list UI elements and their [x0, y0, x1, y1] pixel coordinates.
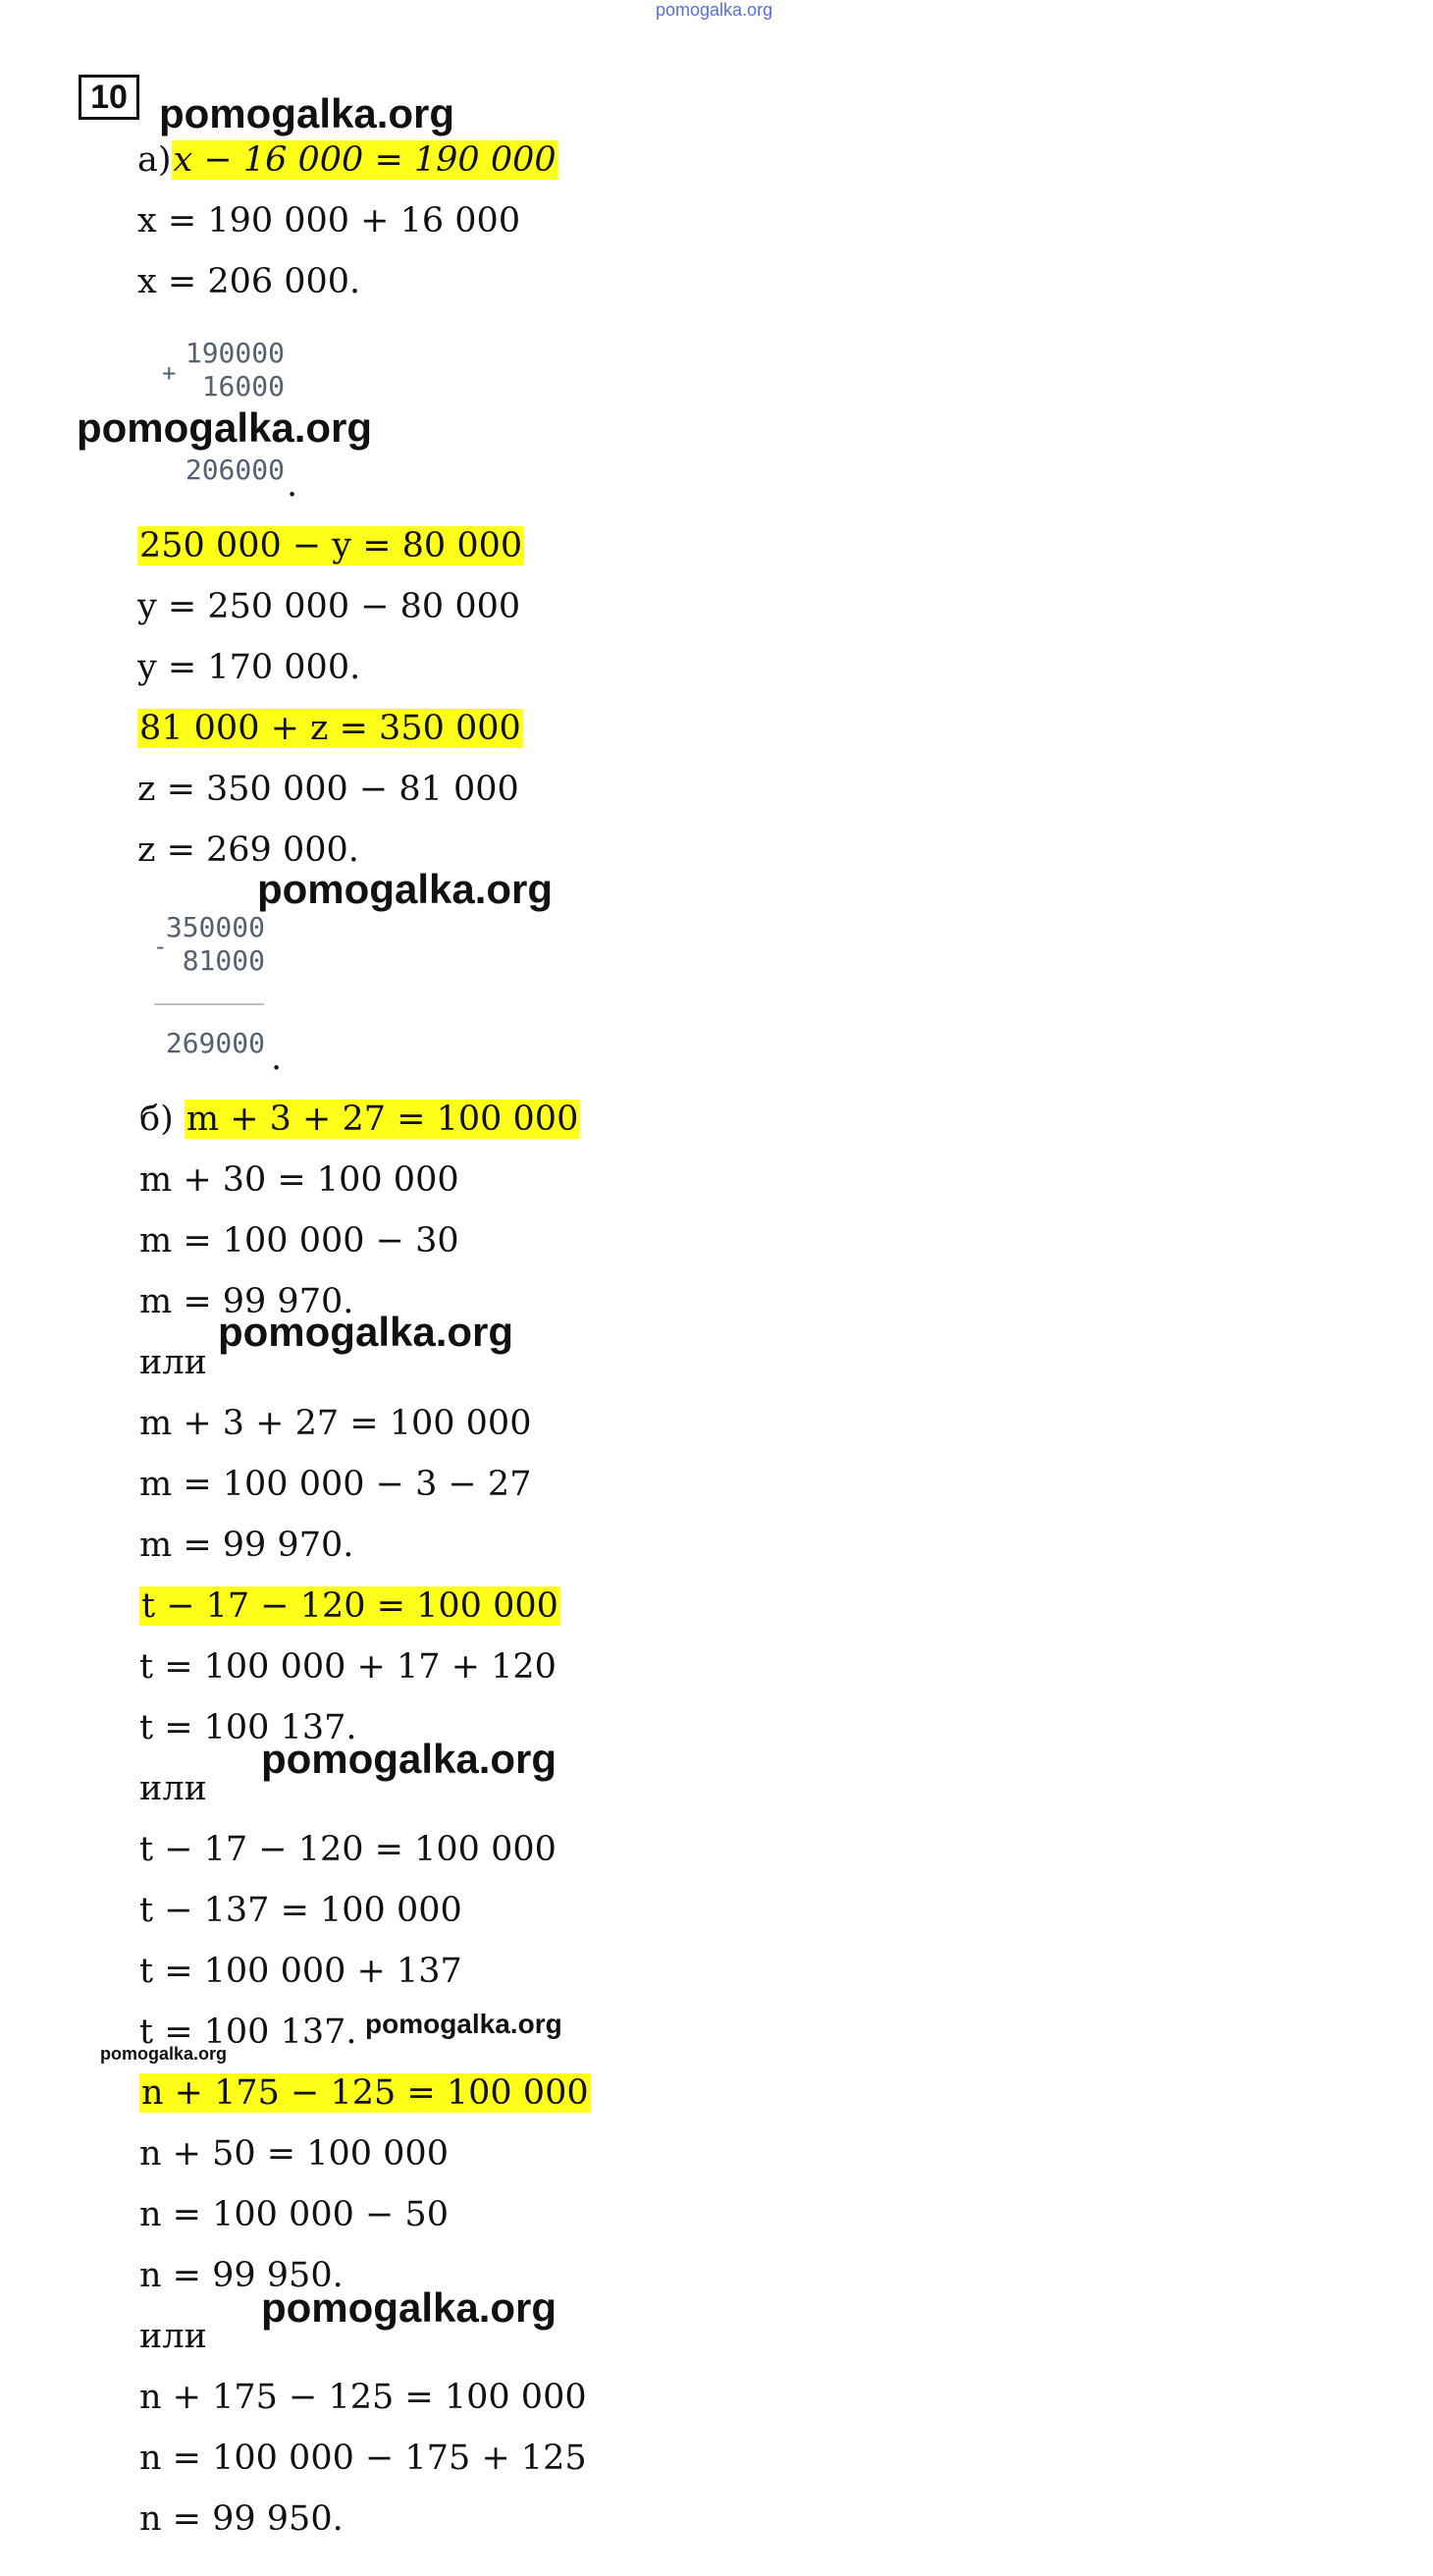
equation-line [139, 2071, 591, 2115]
equation-line: t − 137 = 100 000 [139, 1891, 462, 1930]
equation-line: z = 269 000. [137, 831, 359, 870]
plus-sign: + [162, 359, 177, 387]
minus-sign: - [153, 933, 168, 960]
equation-line: x = 206 000. [137, 262, 361, 301]
equation-line: m + 3 + 27 = 100 000 [139, 1404, 532, 1443]
equation-line: n + 50 = 100 000 [139, 2134, 449, 2174]
or-word: или [139, 1769, 207, 1808]
watermark: pomogalka.org [261, 2284, 557, 2331]
part-a-label: а) [137, 140, 172, 180]
equation-line: t = 100 137. [139, 1708, 357, 1747]
watermark-small: pomogalka.org [365, 2009, 562, 2039]
column-addition [157, 337, 285, 403]
equation-line: y = 170 000. [137, 648, 361, 687]
column-result: 206000 [185, 454, 285, 486]
equation-line: y = 250 000 − 80 000 [137, 587, 521, 626]
equation-line: m = 100 000 − 30 [139, 1221, 459, 1261]
equation-line: n = 99 950. [139, 2256, 344, 2295]
column-result: 269000 [165, 1027, 265, 1059]
highlighted-equation: t − 17 − 120 = 100 000 [141, 1586, 558, 1626]
equation-line [137, 138, 558, 182]
equation-line: n = 99 950. [139, 2499, 344, 2539]
equation-line: n = 100 000 − 175 + 125 [139, 2439, 587, 2478]
watermark-tiny: pomogalka.org [100, 2044, 228, 2064]
equation-line: x = 190 000 + 16 000 [137, 201, 521, 241]
or-word: или [139, 1343, 207, 1382]
equation-line: t = 100 000 + 17 + 120 [139, 1647, 557, 1687]
column-second-number: 81000 [182, 944, 265, 977]
column-rule [154, 1003, 264, 1005]
equation-line: n + 175 − 125 = 100 000 [139, 2378, 587, 2417]
highlighted-equation: 81 000 + z = 350 000 [139, 709, 521, 748]
watermark: pomogalka.org [257, 866, 554, 912]
highlighted-equation: 250 000 − y = 80 000 [139, 526, 523, 565]
highlighted-equation: m + 3 + 27 = 100 000 [186, 1100, 579, 1139]
column-second-number: 16000 [201, 370, 285, 402]
column-dot: . [287, 465, 298, 505]
part-b-label: б) [139, 1100, 174, 1139]
watermark: pomogalka.org [218, 1309, 514, 1355]
column-dot: . [271, 1039, 283, 1078]
column-top-number: 190000 [185, 337, 285, 369]
equation-line [137, 524, 524, 567]
equation-line: m + 30 = 100 000 [139, 1160, 459, 1200]
equation-line: m = 99 970. [139, 1282, 354, 1321]
equation-line: t = 100 000 + 137 [139, 1952, 462, 1991]
equation-line [139, 1584, 560, 1628]
watermark: pomogalka.org [261, 1736, 557, 1782]
watermark: pomogalka.org [77, 404, 373, 451]
highlighted-equation: x − 16 000 = 190 000 [173, 140, 557, 180]
or-word: или [139, 2317, 207, 2356]
watermark: pomogalka.org [159, 90, 455, 136]
column-top-number: 350000 [165, 911, 265, 943]
equation-line [139, 1098, 580, 1141]
task-number-box: 10 [79, 75, 139, 120]
equation-line: t − 17 − 120 = 100 000 [139, 1830, 557, 1869]
equation-line: m = 100 000 − 3 − 27 [139, 1465, 532, 1504]
equation-line: m = 99 970. [139, 1526, 354, 1565]
equation-line: n = 100 000 − 50 [139, 2195, 449, 2234]
equation-line: t = 100 137. [139, 2012, 357, 2052]
equation-line: z = 350 000 − 81 000 [137, 770, 519, 809]
highlighted-equation: n + 175 − 125 = 100 000 [141, 2073, 589, 2113]
equation-line [137, 707, 523, 750]
top-watermark: pomogalka.org [656, 0, 773, 20]
